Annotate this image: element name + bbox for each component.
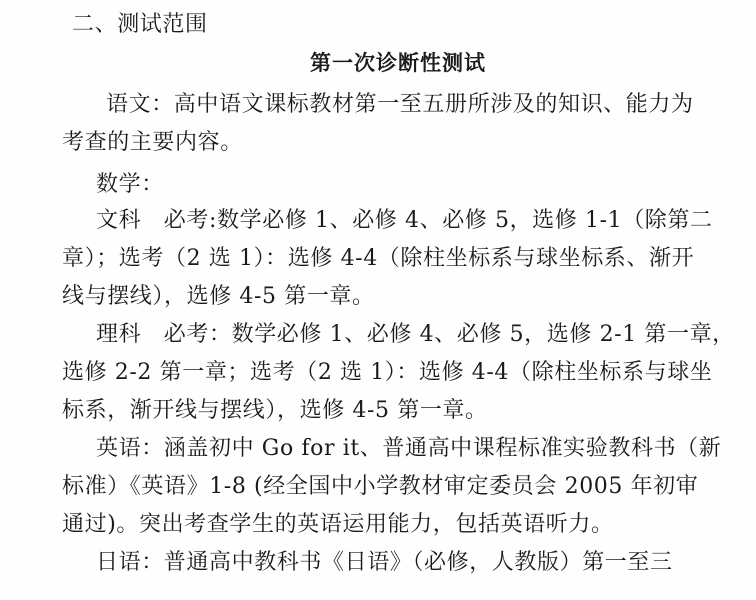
math-science-line-1: 理科 必考：数学必修 1、必修 4、必修 5，选修 2-1 第一章， [96,322,735,347]
math-arts-line-3: 线与摆线），选修 4-5 第一章。 [62,284,375,309]
english-scope-line-3: 通过)。突出考查学生的英语运用能力，包括英语听力。 [62,512,614,537]
math-science-line-3: 标系，渐开线与摆线），选修 4-5 第一章。 [62,398,488,423]
english-scope-line-1: 英语：涵盖初中 Go for it、普通高中课程标准实验教科书（新 [96,436,722,461]
chinese-scope-line-2: 考查的主要内容。 [62,130,243,155]
math-arts-line-2: 章）；选考（2 选 1）：选修 4-4（除柱坐标系与球坐标系、渐开 [62,246,695,271]
japanese-scope-line-1: 日语：普通高中教科书《日语》（必修，人教版）第一至三 [96,550,673,575]
chinese-scope-line-1: 语文：高中语文课标教材第一至五册所涉及的知识、能力为 [106,92,694,117]
section-heading: 二、测试范围 [72,12,208,37]
math-arts-line-1: 文科 必考:数学必修 1、必修 4、必修 5，选修 1-1（除第二 [96,208,713,233]
math-science-line-2: 选修 2-2 第一章；选考（2 选 1）：选修 4-4（除柱坐标系与球坐 [62,360,713,385]
english-scope-line-2: 标准）《英语》1-8 (经全国中小学教材审定委员会 2005 年初审 [62,474,699,499]
math-heading: 数学： [96,172,164,197]
document-title: 第一次诊断性测试 [310,50,486,75]
